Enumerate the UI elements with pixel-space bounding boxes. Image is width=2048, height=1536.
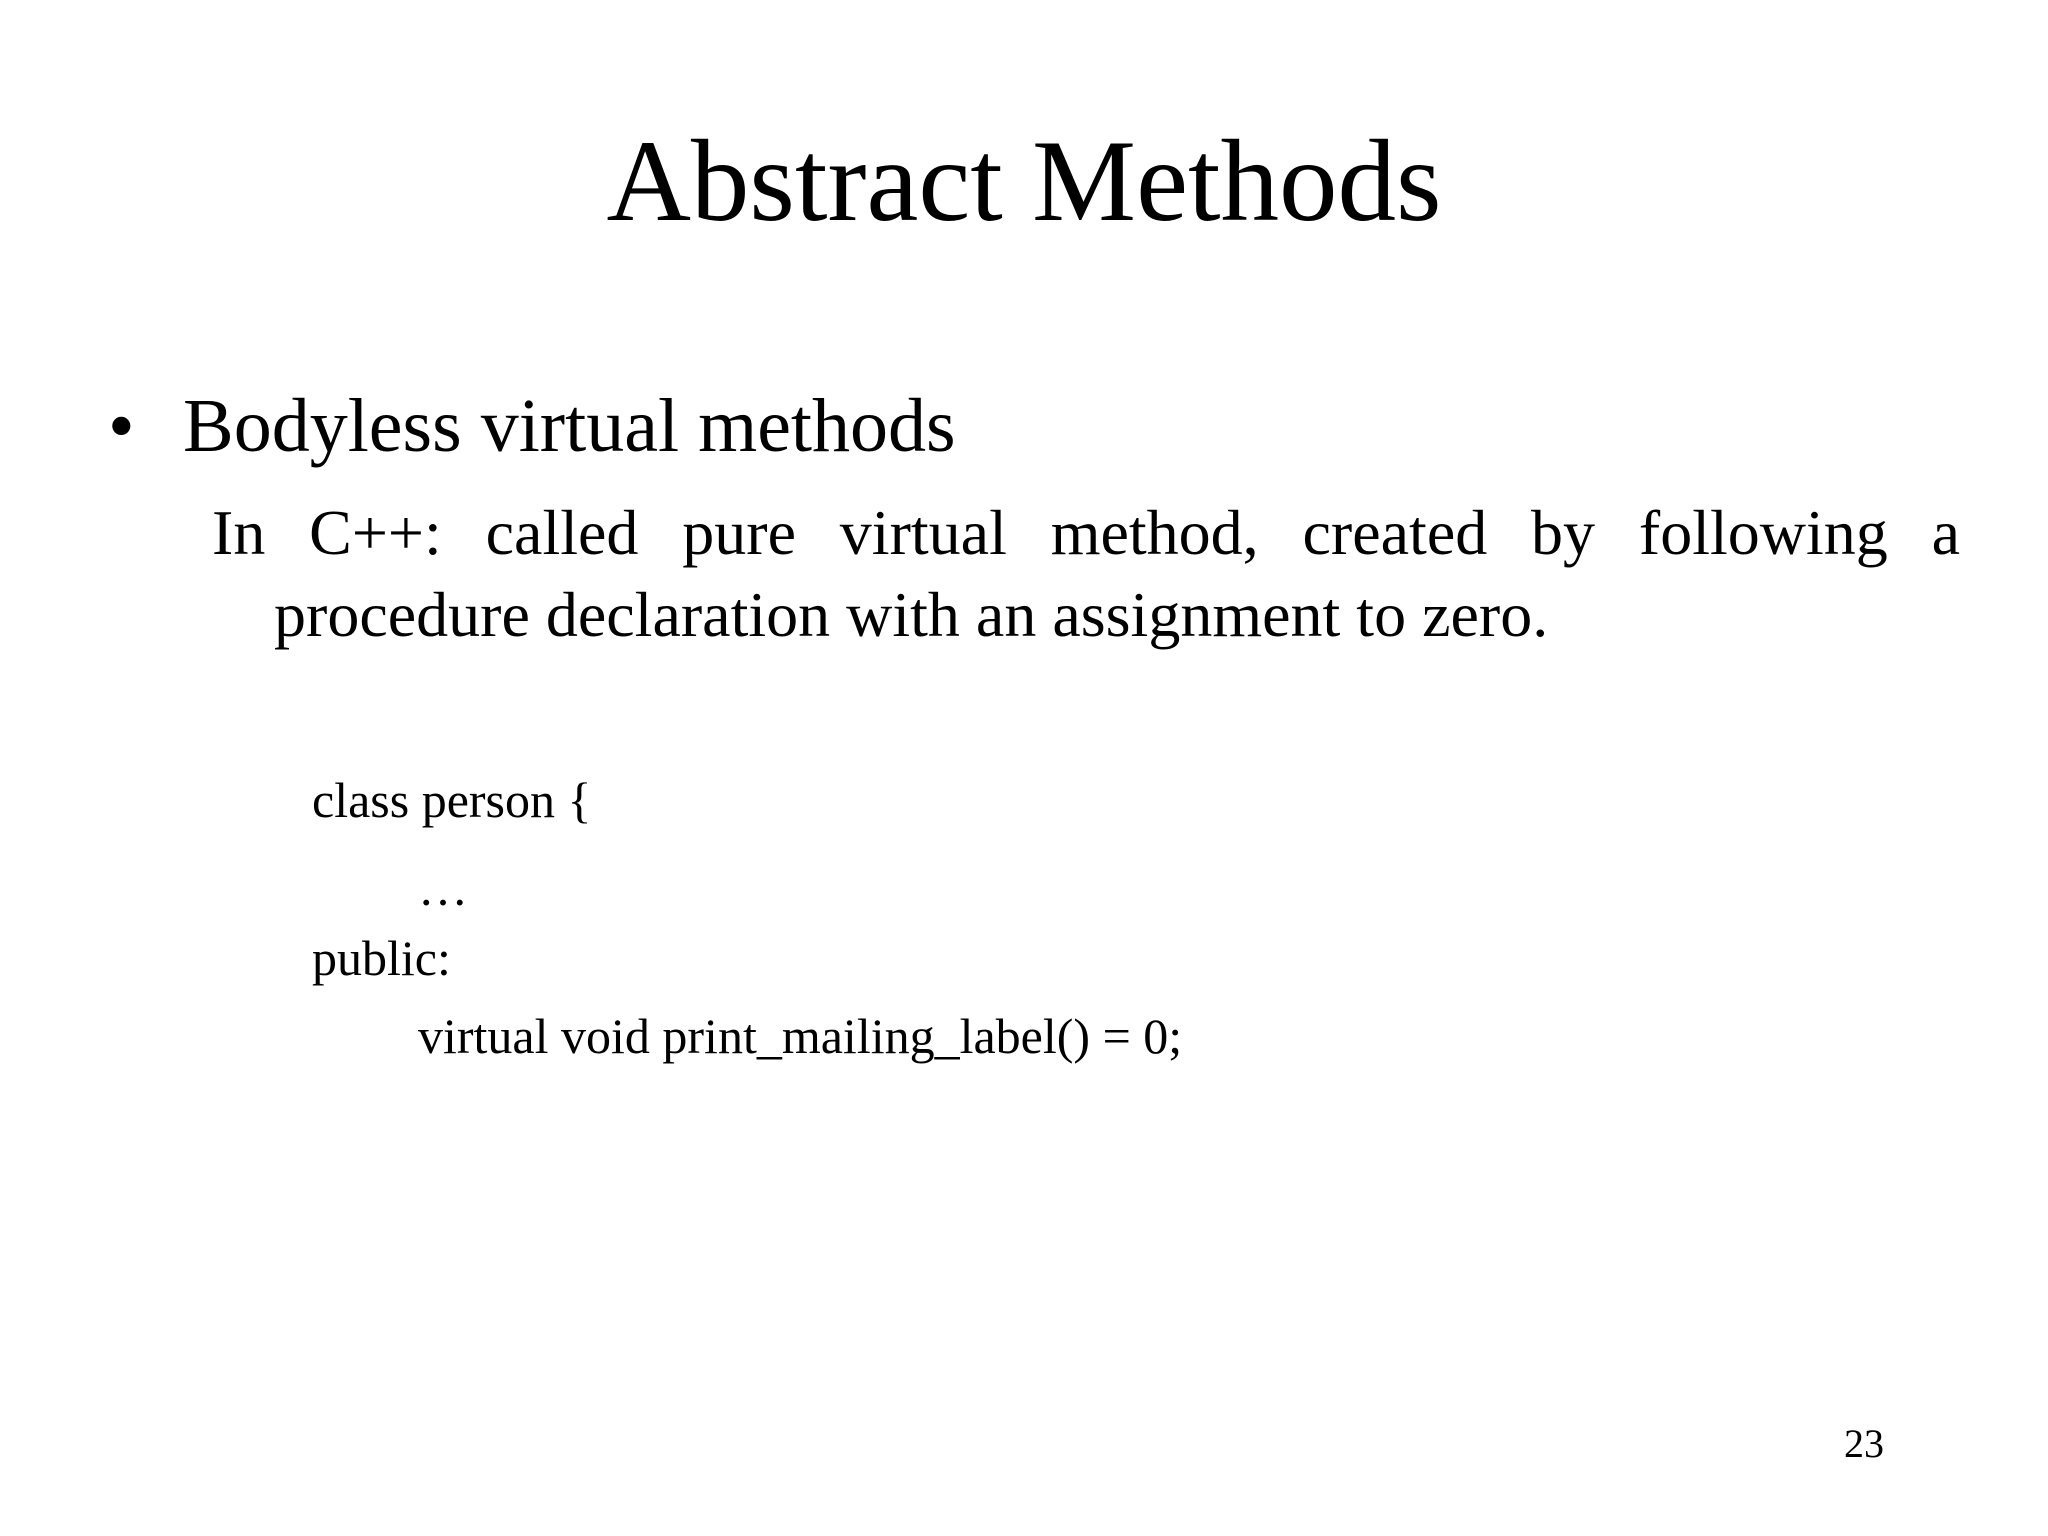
slide-title: Abstract Methods — [606, 117, 1442, 246]
code-line-class: class person { — [312, 772, 592, 828]
bullet-marker: • — [108, 384, 135, 468]
bullet-text: Bodyless virtual methods — [183, 384, 956, 468]
code-line-virtual-method: virtual void print_mailing_label() = 0; — [418, 1008, 1183, 1064]
code-line-public: public: — [312, 930, 451, 986]
code-line-ellipsis: … — [418, 860, 468, 916]
page-number: 23 — [1844, 1421, 1884, 1466]
subtext-line-1: In C++: called pure virtual method, created by following a — [212, 497, 1960, 568]
subtext-line-2: procedure declaration with an assignment to zero. — [274, 579, 1549, 650]
